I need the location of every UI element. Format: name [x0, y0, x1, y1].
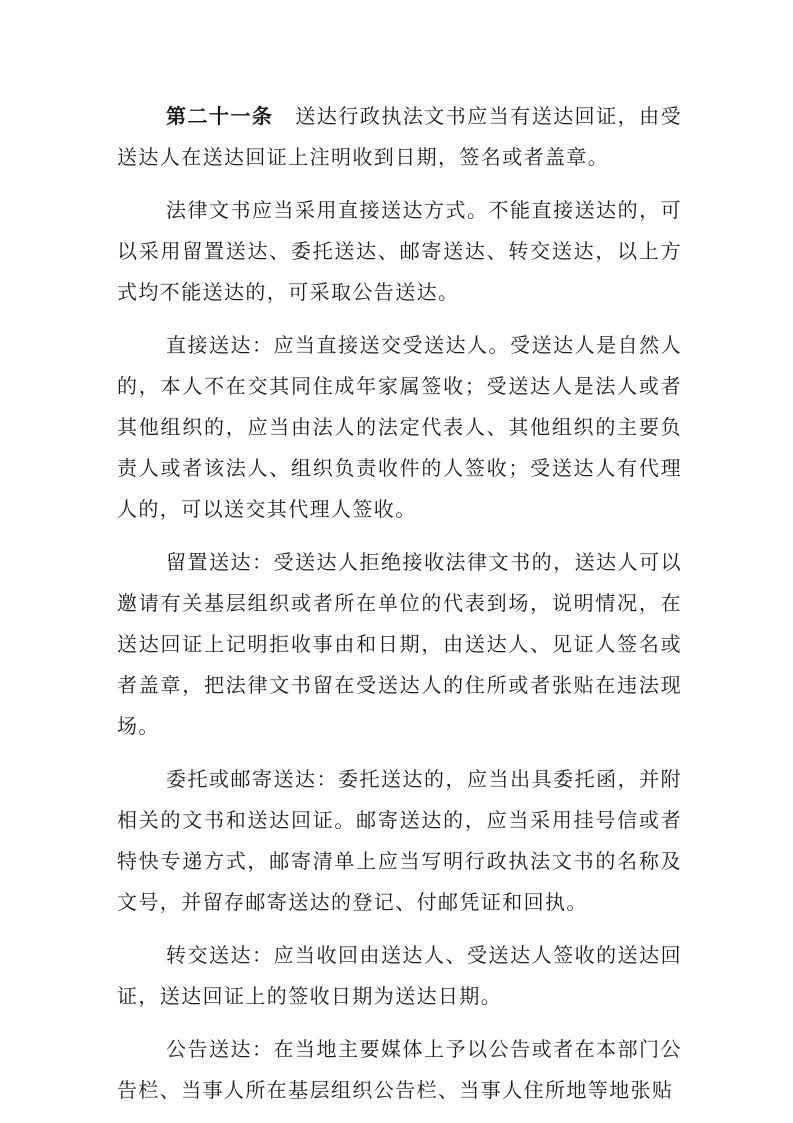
paragraph-lien-delivery: 留置送达：受送达人拒绝接收法律文书的，送达人可以邀请有关基层组织或者所在单位的代表到场，说明情况，在送达回证上记明拒收事由和日期，由送达人、见证人签名或者盖章，把法律文书留在受送达人的住所或者张贴在违法现场。 — [117, 550, 682, 738]
document-body — [117, 96, 682, 1123]
paragraph-delivery-methods: 法律文书应当采用直接送达方式。不能直接送达的，可以采用留置送达、委托送达、邮寄送达、转交送达，以上方式均不能送达的，可采取公告送达。 — [117, 198, 682, 304]
paragraph-public-notice-delivery: 公告送达：在当地主要媒体上予以公告或者在本部门公告栏、当事人所在基层组织公告栏、当事人住所地等地张贴 — [117, 1037, 682, 1102]
paragraph-entrusted-mail-delivery: 委托或邮寄送达：委托送达的，应当出具委托函，并附相关的文书和送达回证。邮寄送达的，应当采用挂号信或者特快专递方式，邮寄清单上应当写明行政执法文书的名称及文号，并留存邮寄送达的登记、付邮凭证和回执。 — [117, 767, 682, 914]
paragraph-direct-delivery: 直接送达：应当直接送交受送达人。受送达人是自然人的，本人不在交其同住成年家属签收；受送达人是法人或者其他组织的，应当由法人的法定代表人、其他组织的主要负责人或者该法人、组织负责收件的人签收；受送达人有代理人的，可以送交其代理人签收。 — [117, 333, 682, 521]
paragraph-transfer-delivery: 转交送达：应当收回由送达人、受送达人签收的送达回证，送达回证上的签收日期为送达日期。 — [117, 943, 682, 1008]
article-text: 送达行政执法文书应当有送达回证，由受送达人在送达回证上注明收到日期，签名或者盖章。 — [117, 104, 683, 169]
article-number: 第二十一条 — [166, 104, 274, 128]
article-paragraph — [117, 96, 682, 178]
